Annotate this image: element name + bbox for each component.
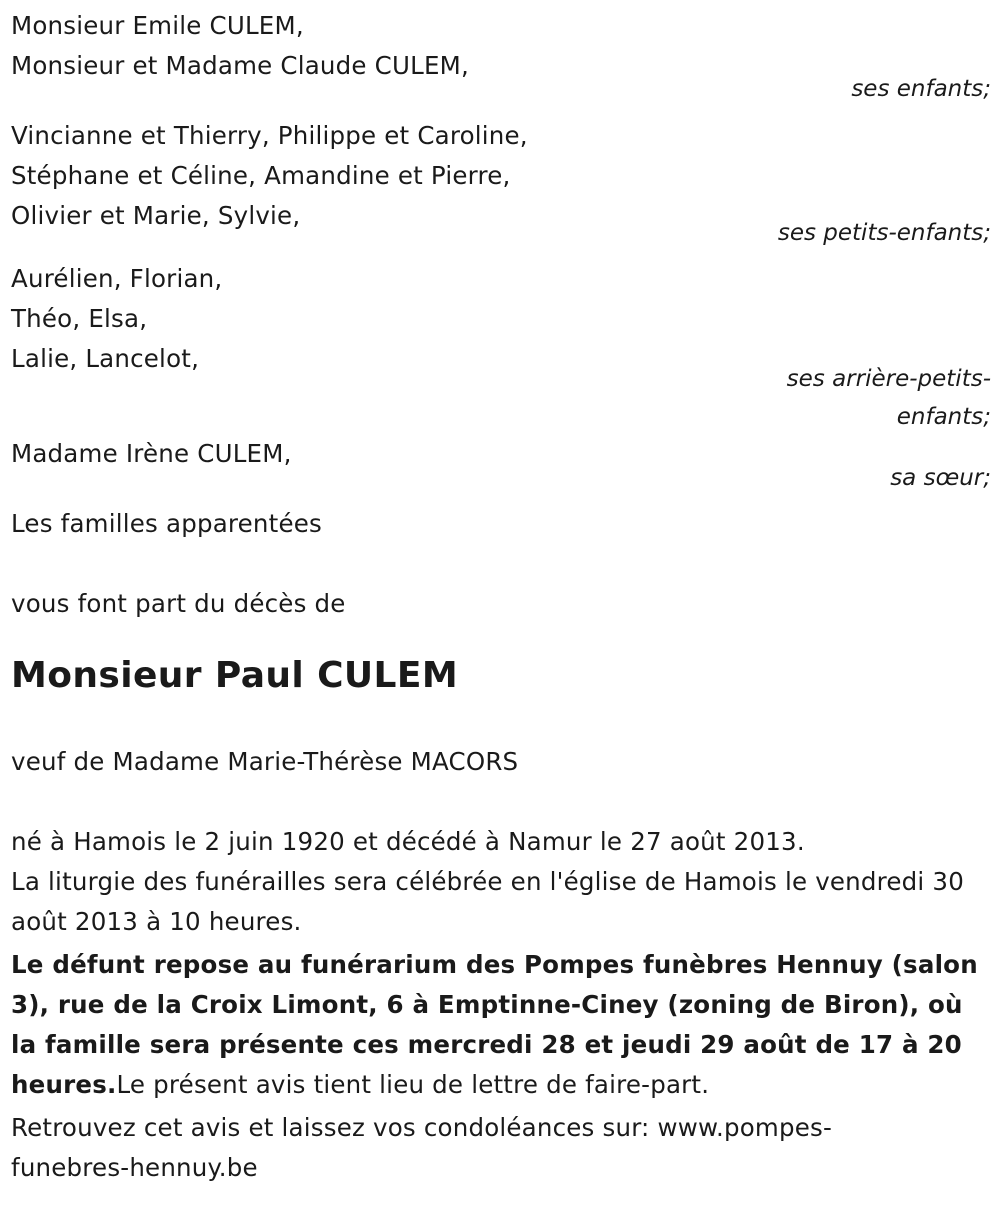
viewing-bold-text: Le défunt repose au funérarium des Pompes funèbres Hennuy (salon 3), rue de la Croix Limont, 6 à Emptinne-Ciney (zoning de Biron), où la famille sera présente ces mercredi 28 et jeudi 29 août de 17 à 20 heures. xyxy=(11,950,978,1099)
children-line-2: Monsieur et Madame Claude CULEM, xyxy=(11,51,469,80)
birth-death: né à Hamois le 2 juin 1920 et décédé à Namur le 27 août 2013. xyxy=(11,827,805,856)
greatgrandchildren-line-3: Lalie, Lancelot, xyxy=(11,344,200,373)
children-relation: ses enfants; xyxy=(851,76,991,102)
condolences-paragraph: Retrouvez cet avis et laissez vos condoléances sur: www.pompes-funebres-hennuy.be xyxy=(11,1113,832,1182)
greatgrandchildren-line-1: Aurélien, Florian, xyxy=(11,264,223,293)
greatgrandchildren-group xyxy=(11,257,991,441)
sister-relation: sa sœur; xyxy=(890,465,991,491)
viewing-paragraph xyxy=(11,945,986,1105)
grandchildren-line-3: Olivier et Marie, Sylvie, xyxy=(11,201,301,230)
children-line-1: Monsieur Emile CULEM, xyxy=(11,11,304,40)
grandchildren-line-1: Vincianne et Thierry, Philippe et Caroline, xyxy=(11,121,528,150)
grandchildren-relation: ses petits-enfants; xyxy=(777,220,991,246)
notice-text: Le présent avis tient lieu de lettre de faire-part. xyxy=(116,1070,710,1099)
sister-group xyxy=(11,441,991,504)
grandchildren-line-2: Stéphane et Céline, Amandine et Pierre, xyxy=(11,161,511,190)
greatgrandchildren-relation-2: enfants; xyxy=(896,404,991,430)
sister-line: Madame Irène CULEM, xyxy=(11,439,292,468)
deceased-name: Monsieur Paul CULEM xyxy=(11,655,459,696)
obituary-notice xyxy=(11,6,991,1188)
announcement-intro: vous font part du décès de xyxy=(11,589,346,618)
greatgrandchildren-relation-1: ses arrière-petits- xyxy=(786,366,991,392)
greatgrandchildren-line-2: Théo, Elsa, xyxy=(11,304,148,333)
related-families: Les familles apparentées xyxy=(11,509,322,538)
grandchildren-group xyxy=(11,114,991,257)
widower-of: veuf de Madame Marie-Thérèse MACORS xyxy=(11,747,519,776)
children-group xyxy=(11,6,991,114)
liturgy-paragraph: La liturgie des funérailles sera célébrée en l'église de Hamois le vendredi 30 août 2013 à 10 heures. xyxy=(11,867,964,936)
